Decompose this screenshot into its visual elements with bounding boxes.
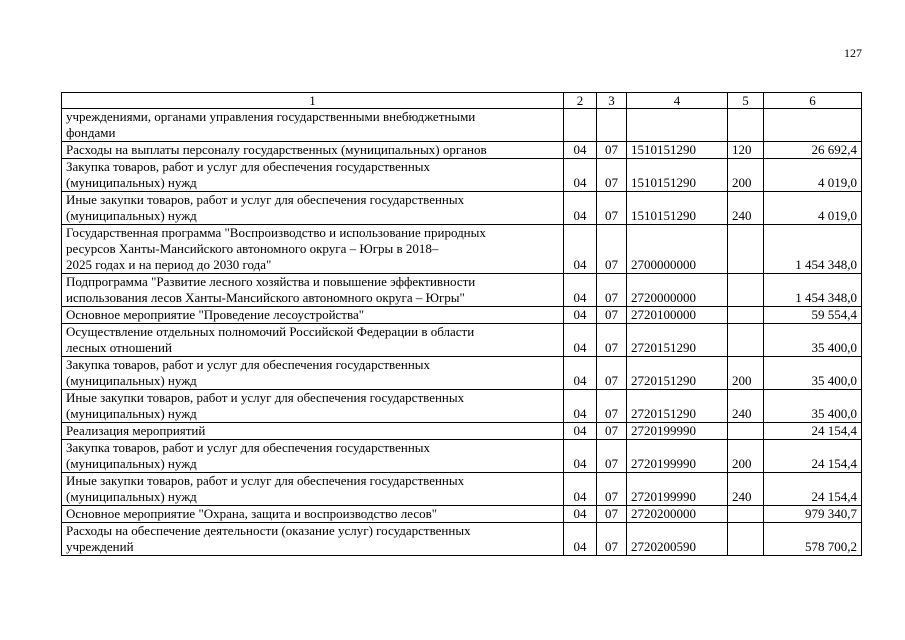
amount-cell: 35 400,0 — [764, 324, 862, 357]
section-code-cell: 04 — [564, 192, 597, 225]
expense-type-cell: 200 — [728, 357, 764, 390]
amount-cell: 24 154,4 — [764, 423, 862, 440]
table-row — [62, 473, 862, 506]
subsection-code-cell: 07 — [597, 225, 627, 274]
row-description — [62, 506, 564, 523]
table-row — [62, 225, 862, 274]
expense-type-cell — [728, 506, 764, 523]
header-cell: 5 — [728, 93, 764, 109]
amount-cell: 26 692,4 — [764, 142, 862, 159]
row-description — [62, 473, 564, 506]
target-article-cell: 2720151290 — [627, 357, 728, 390]
description-line: Закупка товаров, работ и услуг для обеспечения государственных — [66, 357, 431, 372]
description-line: Закупка товаров, работ и услуг для обеспечения государственных — [66, 159, 431, 174]
row-description — [62, 357, 564, 390]
description-line: Осуществление отдельных полномочий Российской Федерации в области — [66, 324, 475, 339]
subsection-code-cell: 07 — [597, 440, 627, 473]
row-description — [62, 274, 564, 307]
description-line: учреждений — [66, 539, 134, 554]
description-line: Закупка товаров, работ и услуг для обеспечения государственных — [66, 440, 431, 455]
subsection-code-cell: 07 — [597, 192, 627, 225]
section-code-cell: 04 — [564, 324, 597, 357]
page-number: 127 — [844, 46, 862, 60]
description-line: ресурсов Ханты-Мансийского автономного округа – Югры в 2018– — [66, 241, 439, 256]
header-cell: 2 — [564, 93, 597, 109]
target-article-cell — [627, 109, 728, 142]
description-line: Иные закупки товаров, работ и услуг для обеспечения государственных — [66, 473, 465, 488]
amount-cell — [764, 109, 862, 142]
row-description — [62, 142, 564, 159]
section-code-cell: 04 — [564, 440, 597, 473]
section-code-cell: 04 — [564, 307, 597, 324]
expense-type-cell: 200 — [728, 440, 764, 473]
target-article-cell: 2720199990 — [627, 473, 728, 506]
subsection-code-cell: 07 — [597, 523, 627, 556]
subsection-code-cell: 07 — [597, 307, 627, 324]
description-line: (муниципальных) нужд — [66, 208, 197, 223]
expense-type-cell — [728, 324, 764, 357]
description-line: лесных отношений — [66, 340, 172, 355]
subsection-code-cell: 07 — [597, 423, 627, 440]
section-code-cell: 04 — [564, 473, 597, 506]
amount-cell: 35 400,0 — [764, 357, 862, 390]
amount-cell: 24 154,4 — [764, 473, 862, 506]
header-cell: 3 — [597, 93, 627, 109]
description-line: Расходы на выплаты персоналу государственных (муниципальных) органов — [66, 142, 487, 157]
subsection-code-cell: 07 — [597, 390, 627, 423]
description-line: Государственная программа "Воспроизводство и использование природных — [66, 225, 486, 240]
table-row — [62, 423, 862, 440]
row-description — [62, 440, 564, 473]
description-line: фондами — [66, 125, 116, 140]
description-line: учреждениями, органами управления государственными внебюджетными — [66, 109, 476, 124]
subsection-code-cell: 07 — [597, 324, 627, 357]
table-row — [62, 307, 862, 324]
section-code-cell: 04 — [564, 506, 597, 523]
amount-cell: 1 454 348,0 — [764, 225, 862, 274]
amount-cell: 4 019,0 — [764, 192, 862, 225]
amount-cell: 4 019,0 — [764, 159, 862, 192]
expense-type-cell — [728, 423, 764, 440]
description-line: (муниципальных) нужд — [66, 456, 197, 471]
description-line: Расходы на обеспечение деятельности (оказание услуг) государственных — [66, 523, 471, 538]
description-line: 2025 годах и на период до 2030 года" — [66, 257, 272, 272]
expense-type-cell: 120 — [728, 142, 764, 159]
description-line: Основное мероприятие "Проведение лесоустройства" — [66, 307, 365, 322]
subsection-code-cell: 07 — [597, 274, 627, 307]
section-code-cell: 04 — [564, 274, 597, 307]
expense-type-cell: 240 — [728, 473, 764, 506]
target-article-cell: 2700000000 — [627, 225, 728, 274]
section-code-cell: 04 — [564, 225, 597, 274]
expense-type-cell: 240 — [728, 390, 764, 423]
header-cell: 4 — [627, 93, 728, 109]
description-line: Основное мероприятие "Охрана, защита и воспроизводство лесов" — [66, 506, 438, 521]
description-line: (муниципальных) нужд — [66, 175, 197, 190]
expense-type-cell — [728, 274, 764, 307]
table-row — [62, 142, 862, 159]
description-line: Иные закупки товаров, работ и услуг для обеспечения государственных — [66, 390, 465, 405]
section-code-cell: 04 — [564, 142, 597, 159]
row-description — [62, 192, 564, 225]
table-row — [62, 274, 862, 307]
table-row — [62, 440, 862, 473]
description-line: (муниципальных) нужд — [66, 489, 197, 504]
target-article-cell: 2720151290 — [627, 324, 728, 357]
row-description — [62, 225, 564, 274]
section-code-cell: 04 — [564, 423, 597, 440]
section-code-cell — [564, 109, 597, 142]
description-line: Подпрограмма "Развитие лесного хозяйства и повышение эффективности — [66, 274, 476, 289]
amount-cell: 35 400,0 — [764, 390, 862, 423]
row-description — [62, 324, 564, 357]
expense-type-cell: 200 — [728, 159, 764, 192]
expense-type-cell — [728, 307, 764, 324]
section-code-cell: 04 — [564, 523, 597, 556]
table-row — [62, 523, 862, 556]
target-article-cell: 1510151290 — [627, 142, 728, 159]
target-article-cell: 2720199990 — [627, 440, 728, 473]
description-line: (муниципальных) нужд — [66, 373, 197, 388]
subsection-code-cell: 07 — [597, 142, 627, 159]
table-header-row — [62, 93, 862, 109]
description-line: (муниципальных) нужд — [66, 406, 197, 421]
amount-cell: 1 454 348,0 — [764, 274, 862, 307]
header-cell: 1 — [62, 93, 564, 109]
expense-type-cell — [728, 523, 764, 556]
row-description — [62, 523, 564, 556]
subsection-code-cell: 07 — [597, 473, 627, 506]
section-code-cell: 04 — [564, 159, 597, 192]
budget-table — [61, 92, 862, 556]
section-code-cell: 04 — [564, 390, 597, 423]
row-description — [62, 307, 564, 324]
expense-type-cell — [728, 225, 764, 274]
subsection-code-cell: 07 — [597, 506, 627, 523]
header-cell: 6 — [764, 93, 862, 109]
subsection-code-cell: 07 — [597, 357, 627, 390]
amount-cell: 578 700,2 — [764, 523, 862, 556]
row-description — [62, 390, 564, 423]
target-article-cell: 2720100000 — [627, 307, 728, 324]
description-line: Реализация мероприятий — [66, 423, 206, 438]
section-code-cell: 04 — [564, 357, 597, 390]
expense-type-cell — [728, 109, 764, 142]
table-row — [62, 357, 862, 390]
amount-cell: 24 154,4 — [764, 440, 862, 473]
row-description — [62, 109, 564, 142]
target-article-cell: 1510151290 — [627, 159, 728, 192]
amount-cell: 59 554,4 — [764, 307, 862, 324]
target-article-cell: 1510151290 — [627, 192, 728, 225]
description-line: использования лесов Ханты-Мансийского автономного округа – Югры" — [66, 290, 465, 305]
target-article-cell: 2720199990 — [627, 423, 728, 440]
table-row — [62, 506, 862, 523]
amount-cell: 979 340,7 — [764, 506, 862, 523]
table-row — [62, 324, 862, 357]
target-article-cell: 2720151290 — [627, 390, 728, 423]
row-description — [62, 423, 564, 440]
table-row — [62, 159, 862, 192]
table-row — [62, 390, 862, 423]
expense-type-cell: 240 — [728, 192, 764, 225]
description-line: Иные закупки товаров, работ и услуг для обеспечения государственных — [66, 192, 465, 207]
target-article-cell: 2720200590 — [627, 523, 728, 556]
table-row — [62, 109, 862, 142]
target-article-cell: 2720200000 — [627, 506, 728, 523]
table-row — [62, 192, 862, 225]
subsection-code-cell: 07 — [597, 159, 627, 192]
target-article-cell: 2720000000 — [627, 274, 728, 307]
subsection-code-cell — [597, 109, 627, 142]
row-description — [62, 159, 564, 192]
